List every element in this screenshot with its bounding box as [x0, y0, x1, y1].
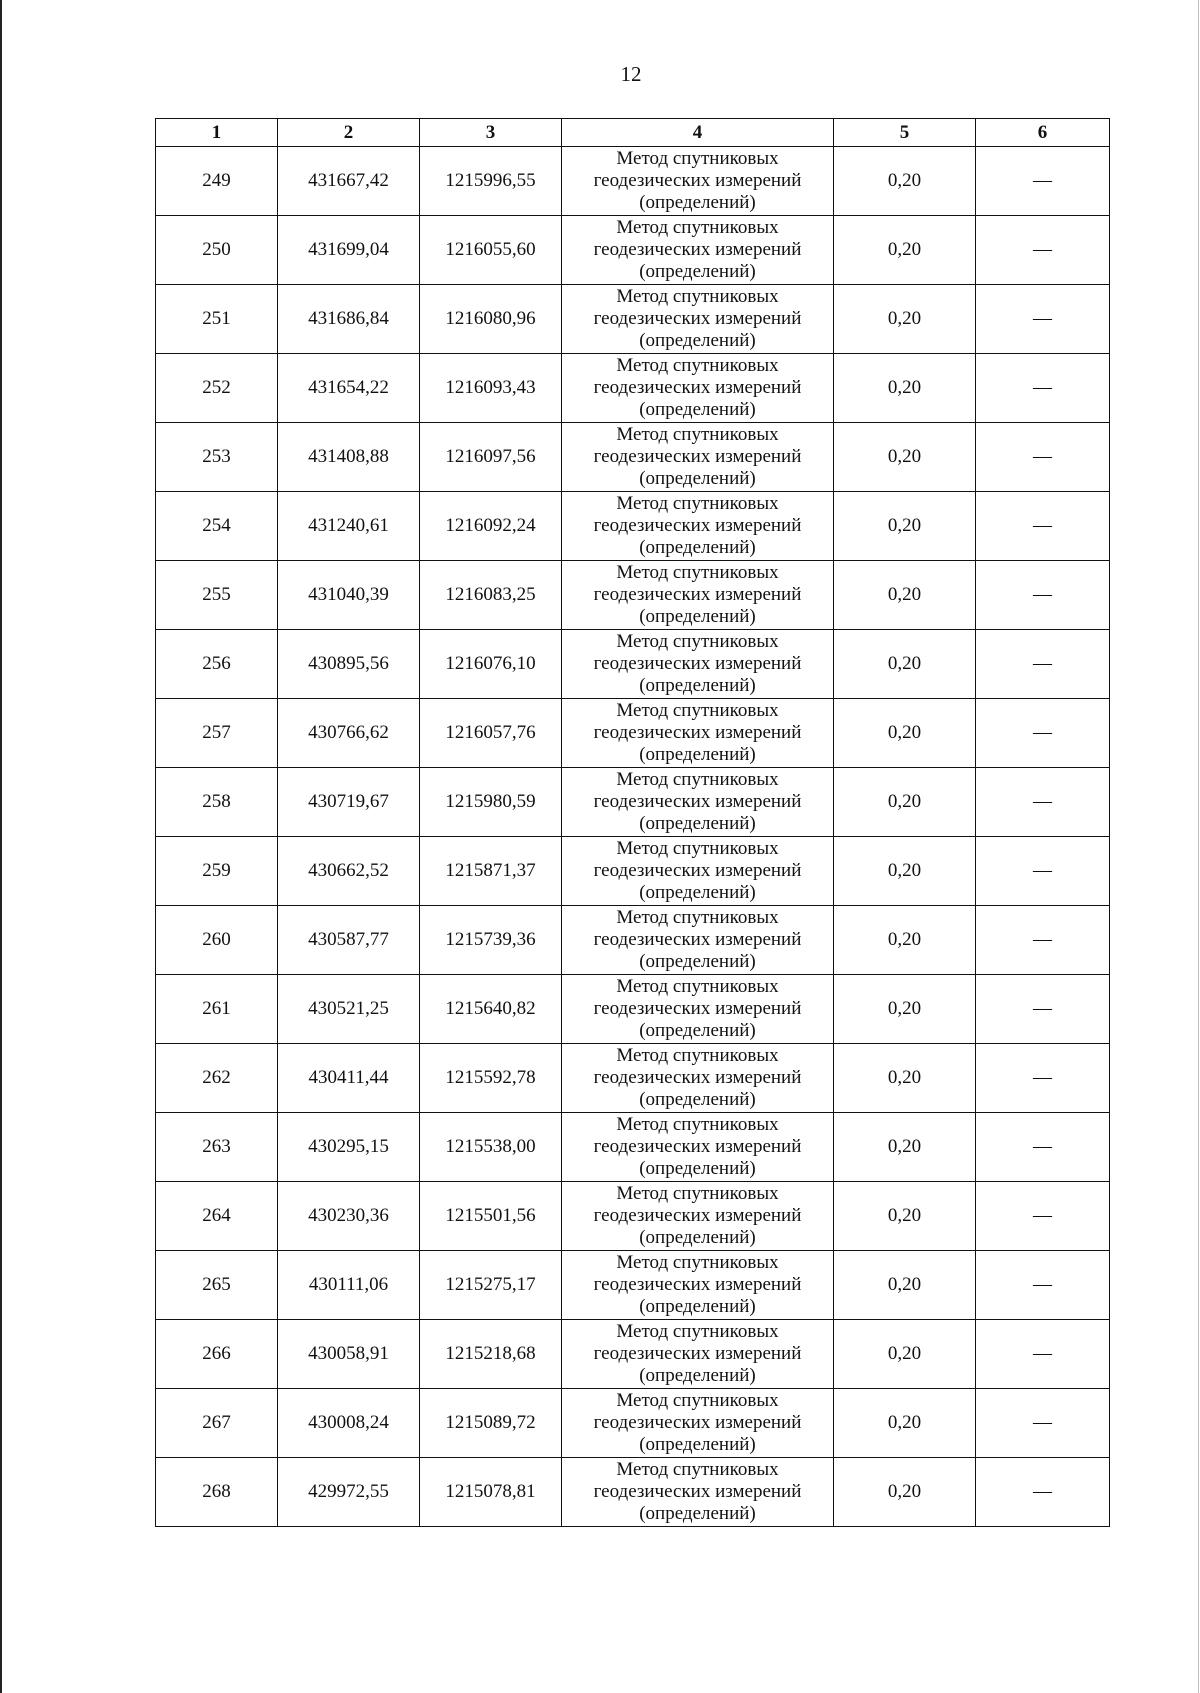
method-cell	[562, 492, 834, 561]
method-line: геодезических измерений	[593, 1481, 802, 1502]
x-coordinate-cell: 430411,44	[278, 1044, 420, 1113]
point-number-cell: 266	[156, 1320, 278, 1389]
table-row	[156, 423, 1110, 492]
y-coordinate-cell: 1215218,68	[420, 1320, 562, 1389]
method-line: Метод спутниковых	[616, 1252, 779, 1273]
note-cell: —	[976, 1044, 1110, 1113]
method-line: Метод спутниковых	[616, 1321, 779, 1342]
y-coordinate-cell: 1216092,24	[420, 492, 562, 561]
header-col-5: 5	[834, 119, 976, 147]
accuracy-cell: 0,20	[834, 1458, 976, 1527]
method-line: Метод спутниковых	[616, 631, 779, 652]
method-line: геодезических измерений	[593, 1412, 802, 1433]
method-line: (определений)	[639, 261, 756, 282]
method-cell	[562, 1458, 834, 1527]
accuracy-cell: 0,20	[834, 1044, 976, 1113]
header-col-3: 3	[420, 119, 562, 147]
method-line: геодезических измерений	[593, 584, 802, 605]
method-line: (определений)	[639, 1158, 756, 1179]
method-line: (определений)	[639, 1365, 756, 1386]
note-cell: —	[976, 975, 1110, 1044]
method-line: Метод спутниковых	[616, 424, 779, 445]
note-cell: —	[976, 1458, 1110, 1527]
method-cell	[562, 561, 834, 630]
accuracy-cell: 0,20	[834, 837, 976, 906]
y-coordinate-cell: 1216057,76	[420, 699, 562, 768]
method-line: геодезических измерений	[593, 170, 802, 191]
x-coordinate-cell: 430587,77	[278, 906, 420, 975]
x-coordinate-cell: 431686,84	[278, 285, 420, 354]
method-line: Метод спутниковых	[616, 1390, 779, 1411]
header-col-4: 4	[562, 119, 834, 147]
accuracy-cell: 0,20	[834, 975, 976, 1044]
method-line: геодезических измерений	[593, 653, 802, 674]
method-cell	[562, 1389, 834, 1458]
point-number-cell: 259	[156, 837, 278, 906]
y-coordinate-cell: 1216097,56	[420, 423, 562, 492]
method-cell	[562, 285, 834, 354]
method-line: (определений)	[639, 606, 756, 627]
method-line: геодезических измерений	[593, 1274, 802, 1295]
table-row	[156, 492, 1110, 561]
method-line: (определений)	[639, 882, 756, 903]
accuracy-cell: 0,20	[834, 354, 976, 423]
y-coordinate-cell: 1215078,81	[420, 1458, 562, 1527]
method-line: геодезических измерений	[593, 446, 802, 467]
accuracy-cell: 0,20	[834, 561, 976, 630]
x-coordinate-cell: 430058,91	[278, 1320, 420, 1389]
y-coordinate-cell: 1215640,82	[420, 975, 562, 1044]
note-cell: —	[976, 354, 1110, 423]
method-line: (определений)	[639, 537, 756, 558]
y-coordinate-cell: 1216076,10	[420, 630, 562, 699]
y-coordinate-cell: 1216080,96	[420, 285, 562, 354]
y-coordinate-cell: 1215739,36	[420, 906, 562, 975]
method-line: (определений)	[639, 744, 756, 765]
y-coordinate-cell: 1215980,59	[420, 768, 562, 837]
table-row	[156, 837, 1110, 906]
method-line: Метод спутниковых	[616, 148, 779, 169]
method-line: геодезических измерений	[593, 515, 802, 536]
note-cell: —	[976, 1320, 1110, 1389]
x-coordinate-cell: 431240,61	[278, 492, 420, 561]
table-row	[156, 1044, 1110, 1113]
scan-edge-right	[1198, 0, 1199, 1693]
point-number-cell: 254	[156, 492, 278, 561]
point-number-cell: 256	[156, 630, 278, 699]
x-coordinate-cell: 430111,06	[278, 1251, 420, 1320]
method-line: (определений)	[639, 813, 756, 834]
accuracy-cell: 0,20	[834, 699, 976, 768]
scan-edge-left	[0, 0, 2, 1693]
x-coordinate-cell: 430766,62	[278, 699, 420, 768]
table-row	[156, 1251, 1110, 1320]
accuracy-cell: 0,20	[834, 630, 976, 699]
method-line: геодезических измерений	[593, 377, 802, 398]
note-cell: —	[976, 906, 1110, 975]
method-line: геодезических измерений	[593, 860, 802, 881]
table-row	[156, 285, 1110, 354]
y-coordinate-cell: 1216093,43	[420, 354, 562, 423]
method-line: (определений)	[639, 1227, 756, 1248]
accuracy-cell: 0,20	[834, 768, 976, 837]
table-row	[156, 216, 1110, 285]
x-coordinate-cell: 430008,24	[278, 1389, 420, 1458]
method-line: Метод спутниковых	[616, 769, 779, 790]
method-line: Метод спутниковых	[616, 1183, 779, 1204]
method-cell	[562, 423, 834, 492]
method-line: (определений)	[639, 468, 756, 489]
point-number-cell: 263	[156, 1113, 278, 1182]
method-line: (определений)	[639, 399, 756, 420]
table-row	[156, 699, 1110, 768]
method-line: (определений)	[639, 1296, 756, 1317]
method-cell	[562, 1044, 834, 1113]
point-number-cell: 268	[156, 1458, 278, 1527]
x-coordinate-cell: 431408,88	[278, 423, 420, 492]
table-row	[156, 1458, 1110, 1527]
y-coordinate-cell: 1215501,56	[420, 1182, 562, 1251]
method-line: Метод спутниковых	[616, 217, 779, 238]
note-cell: —	[976, 699, 1110, 768]
x-coordinate-cell: 430719,67	[278, 768, 420, 837]
method-line: геодезических измерений	[593, 791, 802, 812]
point-number-cell: 261	[156, 975, 278, 1044]
note-cell: —	[976, 630, 1110, 699]
method-line: геодезических измерений	[593, 1067, 802, 1088]
y-coordinate-cell: 1215996,55	[420, 147, 562, 216]
method-line: Метод спутниковых	[616, 355, 779, 376]
method-line: геодезических измерений	[593, 1205, 802, 1226]
x-coordinate-cell: 430662,52	[278, 837, 420, 906]
table-row	[156, 1113, 1110, 1182]
x-coordinate-cell: 430295,15	[278, 1113, 420, 1182]
table-row	[156, 1389, 1110, 1458]
accuracy-cell: 0,20	[834, 216, 976, 285]
note-cell: —	[976, 492, 1110, 561]
x-coordinate-cell: 431667,42	[278, 147, 420, 216]
x-coordinate-cell: 430521,25	[278, 975, 420, 1044]
method-cell	[562, 1182, 834, 1251]
y-coordinate-cell: 1216055,60	[420, 216, 562, 285]
method-line: геодезических измерений	[593, 998, 802, 1019]
table-row	[156, 561, 1110, 630]
note-cell: —	[976, 1113, 1110, 1182]
method-line: Метод спутниковых	[616, 1459, 779, 1480]
note-cell: —	[976, 285, 1110, 354]
accuracy-cell: 0,20	[834, 1113, 976, 1182]
method-line: геодезических измерений	[593, 1136, 802, 1157]
method-line: (определений)	[639, 951, 756, 972]
coordinates-table	[155, 118, 1110, 1527]
table-row	[156, 1182, 1110, 1251]
point-number-cell: 262	[156, 1044, 278, 1113]
header-col-1: 1	[156, 119, 278, 147]
method-line: геодезических измерений	[593, 929, 802, 950]
header-col-6: 6	[976, 119, 1110, 147]
table-header-row	[156, 119, 1110, 147]
table-body	[156, 147, 1110, 1527]
point-number-cell: 267	[156, 1389, 278, 1458]
note-cell: —	[976, 423, 1110, 492]
method-line: Метод спутниковых	[616, 838, 779, 859]
method-cell	[562, 216, 834, 285]
table-row	[156, 630, 1110, 699]
accuracy-cell: 0,20	[834, 1251, 976, 1320]
method-line: Метод спутниковых	[616, 1045, 779, 1066]
x-coordinate-cell: 431040,39	[278, 561, 420, 630]
point-number-cell: 260	[156, 906, 278, 975]
accuracy-cell: 0,20	[834, 1389, 976, 1458]
y-coordinate-cell: 1215538,00	[420, 1113, 562, 1182]
table-row	[156, 768, 1110, 837]
note-cell: —	[976, 216, 1110, 285]
note-cell: —	[976, 837, 1110, 906]
table-row	[156, 1320, 1110, 1389]
note-cell: —	[976, 147, 1110, 216]
method-line: Метод спутниковых	[616, 907, 779, 928]
method-cell	[562, 768, 834, 837]
x-coordinate-cell: 431699,04	[278, 216, 420, 285]
method-line: (определений)	[639, 675, 756, 696]
point-number-cell: 255	[156, 561, 278, 630]
y-coordinate-cell: 1215275,17	[420, 1251, 562, 1320]
header-col-2: 2	[278, 119, 420, 147]
accuracy-cell: 0,20	[834, 1182, 976, 1251]
method-cell	[562, 906, 834, 975]
method-line: геодезических измерений	[593, 722, 802, 743]
method-cell	[562, 1251, 834, 1320]
point-number-cell: 257	[156, 699, 278, 768]
point-number-cell: 251	[156, 285, 278, 354]
y-coordinate-cell: 1215089,72	[420, 1389, 562, 1458]
method-cell	[562, 1113, 834, 1182]
accuracy-cell: 0,20	[834, 1320, 976, 1389]
note-cell: —	[976, 1389, 1110, 1458]
method-line: Метод спутниковых	[616, 700, 779, 721]
x-coordinate-cell: 429972,55	[278, 1458, 420, 1527]
method-line: геодезических измерений	[593, 308, 802, 329]
y-coordinate-cell: 1216083,25	[420, 561, 562, 630]
point-number-cell: 253	[156, 423, 278, 492]
method-line: Метод спутниковых	[616, 493, 779, 514]
table-row	[156, 906, 1110, 975]
point-number-cell: 249	[156, 147, 278, 216]
table-row	[156, 354, 1110, 423]
accuracy-cell: 0,20	[834, 285, 976, 354]
method-line: Метод спутниковых	[616, 1114, 779, 1135]
method-cell	[562, 630, 834, 699]
method-line: геодезических измерений	[593, 1343, 802, 1364]
y-coordinate-cell: 1215871,37	[420, 837, 562, 906]
table-row	[156, 975, 1110, 1044]
accuracy-cell: 0,20	[834, 906, 976, 975]
x-coordinate-cell: 431654,22	[278, 354, 420, 423]
x-coordinate-cell: 430230,36	[278, 1182, 420, 1251]
method-line: Метод спутниковых	[616, 976, 779, 997]
accuracy-cell: 0,20	[834, 423, 976, 492]
point-number-cell: 264	[156, 1182, 278, 1251]
method-cell	[562, 354, 834, 423]
method-line: (определений)	[639, 1503, 756, 1524]
x-coordinate-cell: 430895,56	[278, 630, 420, 699]
method-line: геодезических измерений	[593, 239, 802, 260]
table-row	[156, 147, 1110, 216]
method-cell	[562, 147, 834, 216]
point-number-cell: 252	[156, 354, 278, 423]
note-cell: —	[976, 1182, 1110, 1251]
note-cell: —	[976, 1251, 1110, 1320]
method-line: (определений)	[639, 1020, 756, 1041]
accuracy-cell: 0,20	[834, 147, 976, 216]
method-line: Метод спутниковых	[616, 562, 779, 583]
method-line: (определений)	[639, 192, 756, 213]
point-number-cell: 265	[156, 1251, 278, 1320]
method-line: Метод спутниковых	[616, 286, 779, 307]
method-cell	[562, 699, 834, 768]
method-cell	[562, 837, 834, 906]
y-coordinate-cell: 1215592,78	[420, 1044, 562, 1113]
method-line: (определений)	[639, 330, 756, 351]
point-number-cell: 250	[156, 216, 278, 285]
method-cell	[562, 975, 834, 1044]
point-number-cell: 258	[156, 768, 278, 837]
accuracy-cell: 0,20	[834, 492, 976, 561]
note-cell: —	[976, 561, 1110, 630]
method-line: (определений)	[639, 1089, 756, 1110]
note-cell: —	[976, 768, 1110, 837]
page-number: 12	[620, 62, 642, 86]
method-line: (определений)	[639, 1434, 756, 1455]
method-cell	[562, 1320, 834, 1389]
